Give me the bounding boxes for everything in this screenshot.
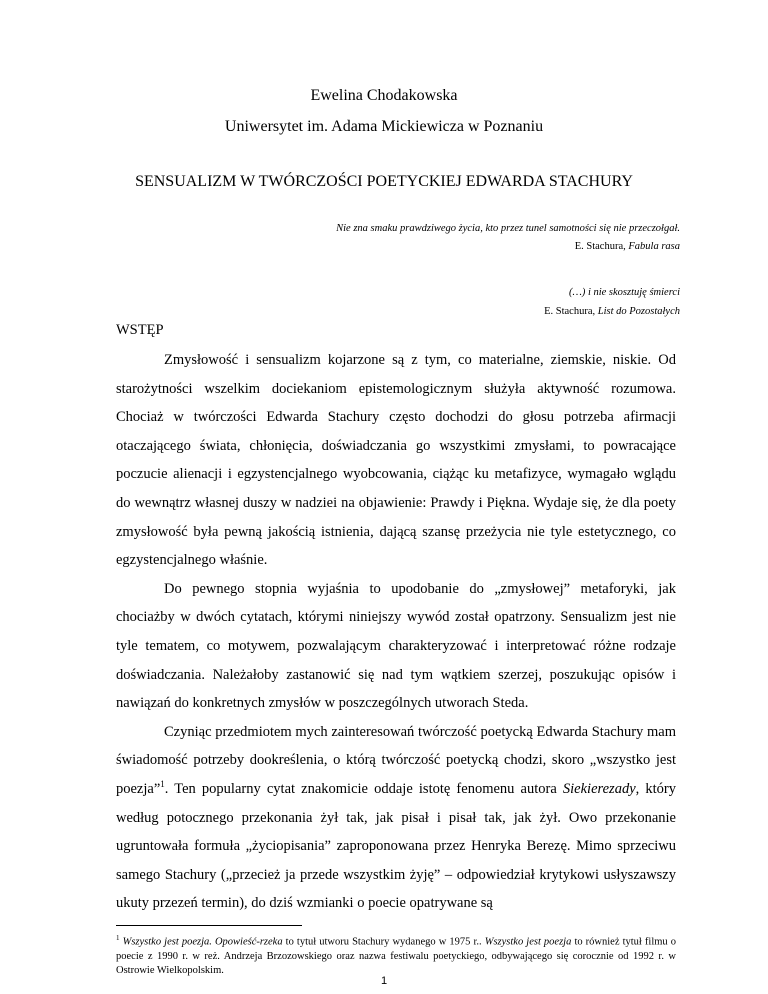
footnote-divider [116, 925, 302, 926]
footnote-ref[interactable]: 1 [160, 779, 165, 790]
page-number: 1 [380, 975, 388, 987]
paragraph-3: Czyniąc przedmiotem mych zainteresowań twórczość poetycką Edwarda Stachury mam świadomość potrzeby dookreślenia, o którą twórczość poetycką chodzi, skoro „wszystko jest poezja”$^1$. Ten popularny cytat znakomicie oddaje istotę fenomenu autora Siekierezady, który według potocznego przekonania żył tak, jak pisał i pisał tak, jak żył. Owo przekonanie ugruntowała formuła „życiopisania” zaproponowana przez Henryka Berezę. Mimo sprzeciwu samego Stachury („przecież ja przede wszystkim żyję” – odpowiedział krytykowi usłyszawszy ukuty przezeń termin), do dziś wzmianki o poecie opatrywane są [116, 723, 677, 912]
epigraph-2-quote: (…) i nie skosztuję śmierci [568, 287, 680, 298]
paragraph-1: Zmysłowość i sensualizm kojarzone są z tym, co materialne, ziemskie, niskie. Od starożytności wszelkim dociekaniom epistemologicznym służyła aktywność rozumowa. Chociaż w twórczości Edwarda Stachury często dochodzi do głosu potrzeba afirmacji otaczającego świata, chłonięcia, doświadczania go wszystkimi zmysłami, to powracające poczucie alienacji i egzystencjalnego wyobcowania, ciążąc ku metafizyce, wymagało wglądu do wewnątrz własnej duszy w nadziei na objawienie: Prawdy i Piękna. Wydaje się, że dla poety zmysłowość była pewną jakością istnienia, dającą szansę przeżycia nie tyle estetycznego, co egzystencjalnego właśnie. [116, 352, 676, 569]
author-name: Ewelina Chodakowska [310, 87, 458, 104]
epigraph-1-source: E. Stachura, Fabula rasa [574, 241, 680, 252]
author-affiliation: Uniwersytet im. Adama Mickiewicza w Poznaniu [224, 118, 544, 135]
paragraph-2: Do pewnego stopnia wyjaśnia to upodobanie do „zmysłowej” metaforyki, jak chociażby w dwóch cytatach, którymi niniejszy wywód został opatrzony. Sensualizm jest nie tyle tematem, co motywem, pozwalającym charakteryzować i interpretować różne rodzaje doświadczania. Należałoby zastanowić się nad tym wątkiem szerzej, poszukując opisów i nawiązań do konkretnych zmysłów w poszczególnych utworach Steda. [116, 580, 676, 712]
epigraph-1-quote: Nie zna smaku prawdziwego życia, kto przez tunel samotności się nie przeczołgał. [336, 223, 680, 234]
paper-title: SENSUALIZM W TWÓRCZOŚCI POETYCKIEJ EDWARDA STACHURY [135, 173, 633, 190]
footnote: $^1$ Wszystko jest poezja. Opowieść-rzeka to tytuł utworu Stachury wydanego w 1975 r.. Wszystko jest poezja to również tytuł filmu o poecie z 1990 r. w reż. Andrzeja Brzozowskiego oraz nazwa festiwalu poetyckiego, odbywającego się corocznie od 1992 r. w Ostrowie Wielkopolskim. [116, 934, 676, 976]
body-text [116, 346, 676, 918]
epigraph-2-source: E. Stachura, List do Pozostałych [544, 306, 680, 317]
section-heading: WSTĘP [116, 322, 164, 338]
